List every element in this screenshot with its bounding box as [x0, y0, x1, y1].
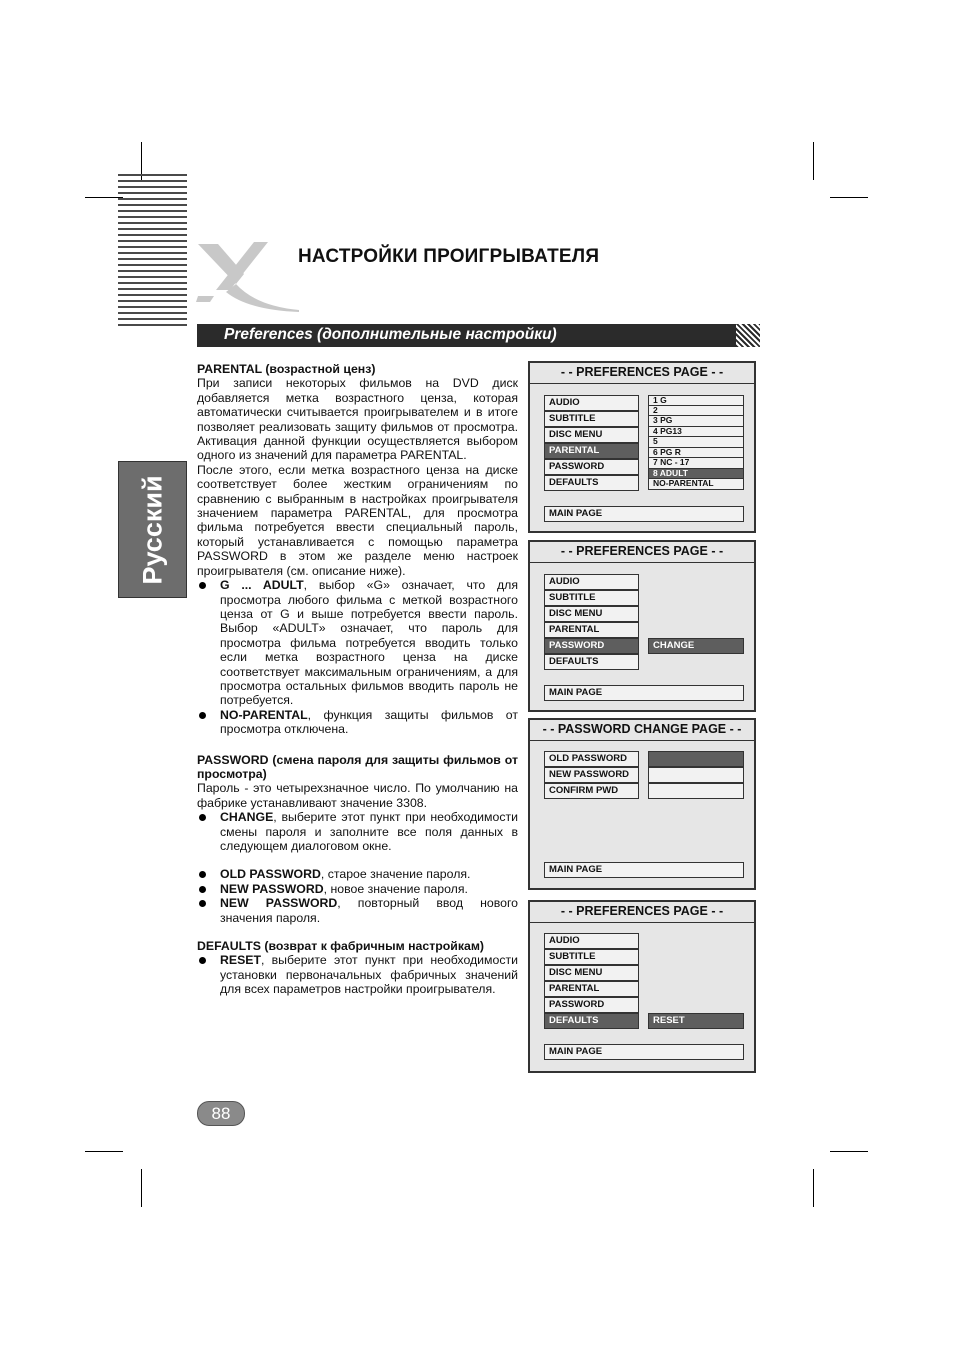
menu-item-audio[interactable]: AUDIO	[544, 395, 639, 411]
parental-heading: PARENTAL (возрастной ценз)	[197, 362, 376, 376]
list-item: NEW PASSWORD, повторный ввод нового значения пароля.	[197, 896, 518, 925]
preferences-panel-defaults	[528, 900, 756, 1073]
password-change-panel	[528, 718, 756, 890]
rating-option[interactable]: 4 PG13	[648, 427, 744, 438]
password-heading: PASSWORD (смена пароля для защиты фильмов от просмотра)	[197, 752, 518, 781]
panel-title: - - PREFERENCES PAGE - -	[530, 363, 754, 384]
new-password-field[interactable]	[648, 767, 744, 783]
rating-option[interactable]: 3 PG	[648, 416, 744, 427]
rating-option-selected[interactable]: 8 ADULT	[648, 469, 744, 480]
main-page-button[interactable]: MAIN PAGE	[544, 685, 744, 701]
defaults-heading: DEFAULTS (возврат к фабричным настройкам)	[197, 939, 485, 954]
page-title: НАСТРОЙКИ ПРОИГРЫВАТЕЛЯ	[298, 246, 600, 267]
menu-item-defaults[interactable]: DEFAULTS	[544, 654, 639, 670]
reset-option[interactable]: RESET	[648, 1013, 744, 1029]
list-item: NO-PARENTAL, функция защиты фильмов от просмотра отключена.	[197, 708, 518, 737]
crop-mark	[141, 1169, 142, 1207]
menu-item-parental[interactable]: PARENTAL	[544, 622, 639, 638]
rating-option[interactable]: NO-PARENTAL	[648, 479, 744, 490]
rating-option[interactable]: 1 G	[648, 395, 744, 406]
old-password-label: OLD PASSWORD	[544, 751, 639, 767]
page-number: 88	[197, 1101, 245, 1126]
menu-item-parental[interactable]: PARENTAL	[544, 981, 639, 997]
menu-item-defaults[interactable]: DEFAULTS	[544, 475, 639, 491]
menu-item-audio[interactable]: AUDIO	[544, 933, 639, 949]
language-tab-label: Русский	[137, 474, 167, 585]
parental-paragraph-2: После этого, если метка возрастного ценза на диске соответствует более жестким ограничениям по сравнению с выбранным в настройках проигрывателя значением параметра PARENTAL, для просмотра фильма потребуется ввести специальный пароль, который устанавливается с помощью параметра PASSWORD в этом же разделе меню настроек проигрывателя (см. описание ниже).	[197, 462, 518, 578]
list-item: OLD PASSWORD, старое значение пароля.	[197, 867, 518, 881]
change-option[interactable]: CHANGE	[648, 638, 744, 654]
crop-mark	[830, 1151, 868, 1152]
panel-title: - - PREFERENCES PAGE - -	[530, 902, 754, 923]
password-paragraph: Пароль - это четырехзначное число. По умолчанию на фабрике устанавливают значение 3308.	[197, 781, 518, 810]
confirm-pwd-label: CONFIRM PWD	[544, 783, 639, 799]
menu-item-defaults[interactable]: DEFAULTS	[544, 1013, 639, 1029]
menu-item-audio[interactable]: AUDIO	[544, 574, 639, 590]
crop-mark	[85, 1151, 123, 1152]
menu-item-password[interactable]: PASSWORD	[544, 638, 639, 654]
decorative-stripes	[118, 174, 187, 326]
list-item: CHANGE, выберите этот пункт при необходимости смены пароля и заполните все поля данных в следующем диалоговом окне.	[197, 810, 518, 853]
old-password-field[interactable]	[648, 751, 744, 767]
language-tab	[118, 461, 187, 598]
menu-item-password[interactable]: PASSWORD	[544, 459, 639, 475]
menu-item-password[interactable]: PASSWORD	[544, 997, 639, 1013]
parental-paragraph-1: При записи некоторых фильмов на DVD диск добавляется метка возрастного ценза, которая автоматически считывается проигрывателем и в итоге позволяет реализовать защиту фильмов от просмотра. Активация данной функции осуществляется выбором одного из значений для параметра PARENTAL.	[197, 376, 518, 463]
body-text-column	[197, 362, 518, 997]
menu-item-parental[interactable]: PARENTAL	[544, 443, 639, 459]
new-password-label: NEW PASSWORD	[544, 767, 639, 783]
rating-option[interactable]: 6 PG R	[648, 448, 744, 459]
section-header-hatch	[736, 324, 760, 347]
menu-item-subtitle[interactable]: SUBTITLE	[544, 949, 639, 965]
main-page-button[interactable]: MAIN PAGE	[544, 862, 744, 878]
main-page-button[interactable]: MAIN PAGE	[544, 506, 744, 522]
rating-option[interactable]: 7 NC - 17	[648, 458, 744, 469]
brand-x-logo	[196, 240, 301, 312]
menu-item-disc-menu[interactable]: DISC MENU	[544, 427, 639, 443]
menu-item-disc-menu[interactable]: DISC MENU	[544, 606, 639, 622]
preferences-panel-password	[528, 540, 756, 712]
list-item: RESET, выберите этот пункт при необходимости установки первоначальных фабричных значений для всех параметров настройки проигрывателя.	[197, 953, 518, 996]
confirm-pwd-field[interactable]	[648, 783, 744, 799]
rating-option[interactable]: 2	[648, 406, 744, 417]
crop-mark	[813, 142, 814, 180]
crop-mark	[830, 197, 868, 198]
preferences-panel-parental	[528, 361, 756, 533]
list-item: G ... ADULT, выбор «G» означает, что для просмотра любого фильма с меткой возрастного ценза от G и выше потребуется ввести пароль. Выбор «ADULT» означает, что пароль для просмотра фильма потребуется вводить только если метка возрастного ценза на диске соответствует максимальным ограничениям, а для просмотра остальных фильмов вводить пароль не потребуется.	[197, 578, 518, 708]
menu-item-subtitle[interactable]: SUBTITLE	[544, 590, 639, 606]
menu-item-subtitle[interactable]: SUBTITLE	[544, 411, 639, 427]
section-title: Preferences (дополнительные настройки)	[224, 326, 557, 343]
panel-title: - - PASSWORD CHANGE PAGE - -	[530, 720, 754, 741]
menu-item-disc-menu[interactable]: DISC MENU	[544, 965, 639, 981]
crop-mark	[813, 1169, 814, 1207]
main-page-button[interactable]: MAIN PAGE	[544, 1044, 744, 1060]
list-item: NEW PASSWORD, новое значение пароля.	[197, 882, 518, 896]
rating-option[interactable]: 5	[648, 437, 744, 448]
panel-title: - - PREFERENCES PAGE - -	[530, 542, 754, 563]
